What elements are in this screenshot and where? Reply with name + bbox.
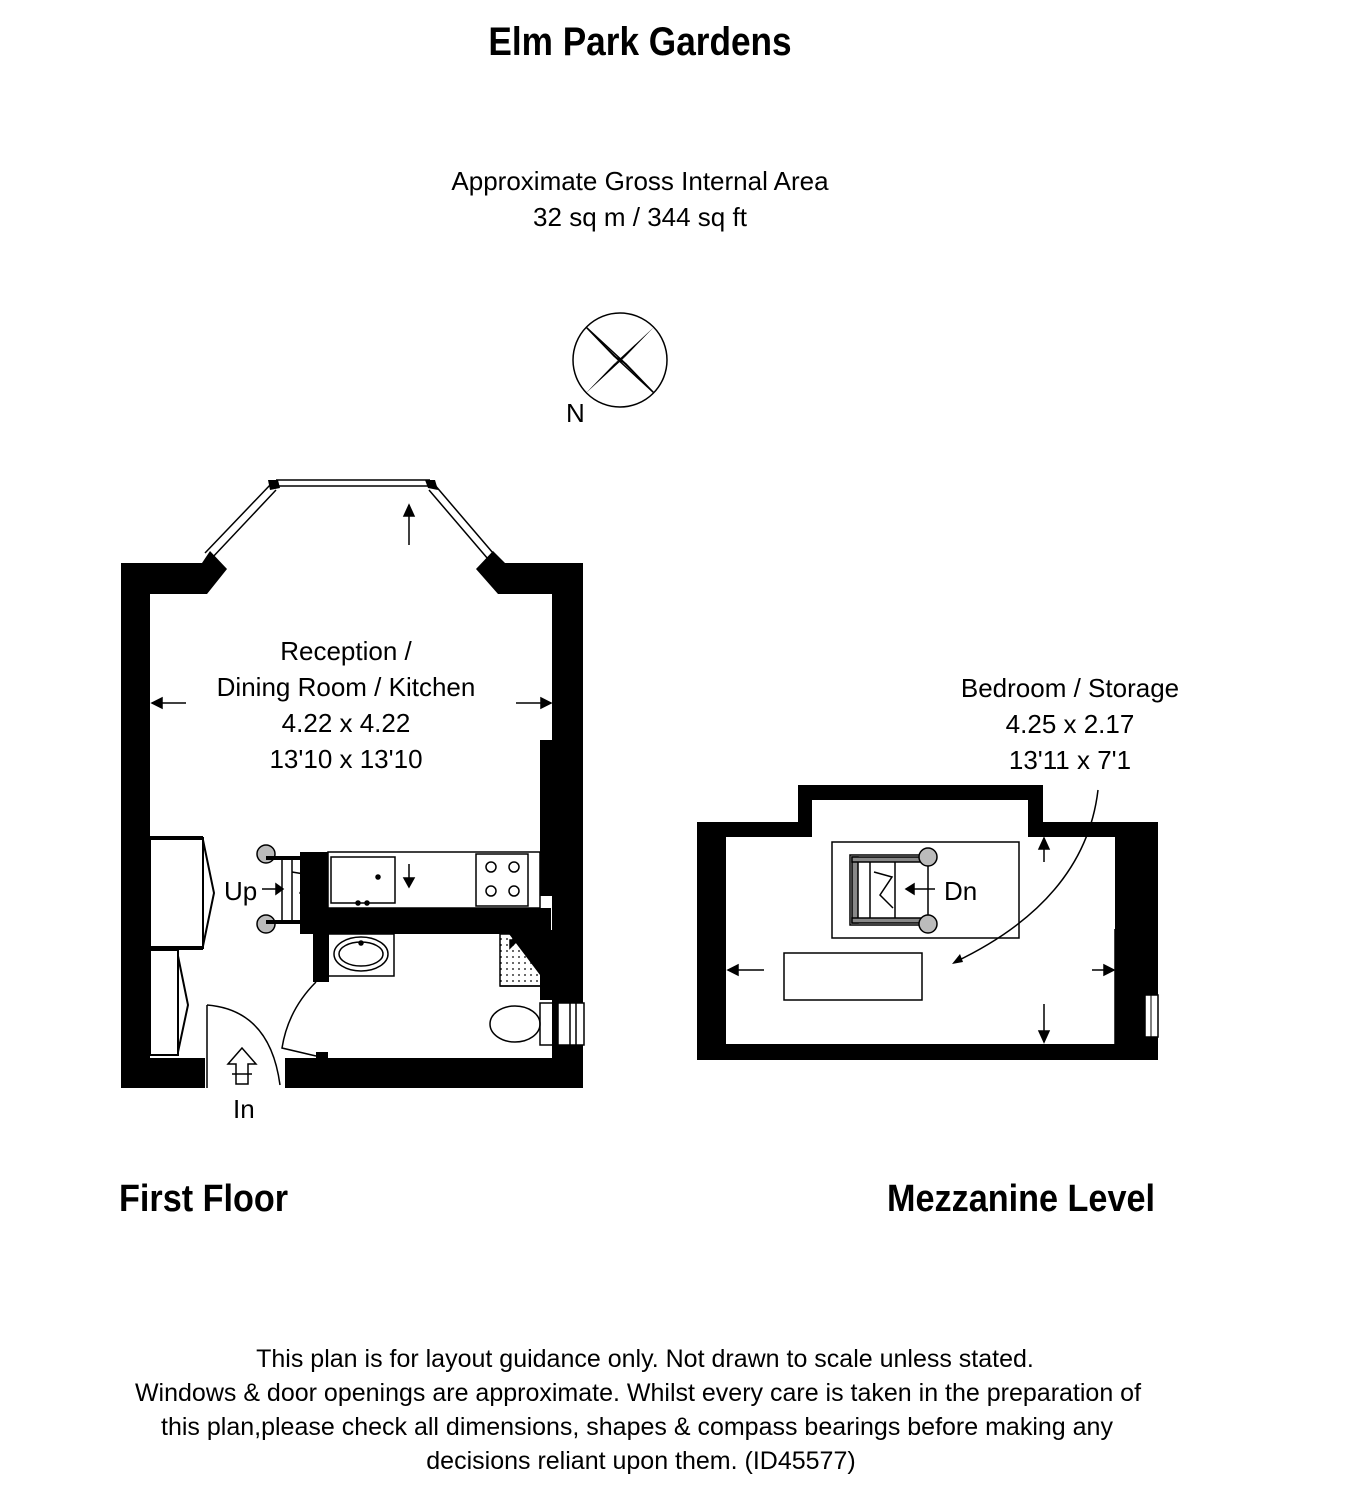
gross-area-label: Approximate Gross Internal Area	[451, 166, 829, 196]
compass-north-label: N	[566, 398, 585, 428]
bedroom-room-label	[940, 670, 1200, 778]
mezzanine-plan	[697, 785, 1158, 1060]
room-metric: 4.22 x 4.22	[281, 708, 411, 738]
first-floor-heading: First Floor	[119, 1178, 289, 1220]
plan-title: Elm Park Gardens	[488, 20, 792, 64]
first-floor-plan	[121, 480, 584, 1088]
disclaimer-line4: decisions reliant upon them. (ID45577)	[426, 1447, 856, 1475]
room-name-line1: Reception /	[280, 636, 412, 666]
disclaimer-line3: this plan,please check all dimensions, shapes & compass bearings before making any	[161, 1413, 1113, 1441]
mezzanine-heading: Mezzanine Level	[887, 1178, 1155, 1220]
mezzanine-dimension-arrows	[728, 838, 1114, 1042]
stairs-down-label: Dn	[944, 876, 978, 906]
room-imperial: 13'10 x 13'10	[269, 744, 423, 774]
bay-window	[205, 480, 493, 559]
reception-room-label	[196, 633, 496, 777]
room-imperial: 13'11 x 7'1	[1008, 745, 1132, 775]
room-metric: 4.25 x 2.17	[1005, 709, 1135, 739]
disclaimer-line2: Windows & door openings are approximate. Whilst every care is taken in the preparation of	[134, 1379, 1142, 1407]
gross-area-value: 32 sq m / 344 sq ft	[533, 202, 747, 232]
entrance-door	[207, 1005, 280, 1088]
room-name-line2: Dining Room / Kitchen	[216, 672, 476, 702]
stairs-up-label: Up	[224, 876, 258, 906]
compass-rose-icon	[573, 313, 667, 407]
stairs-down	[832, 842, 1019, 938]
room-name-line1: Bedroom / Storage	[960, 673, 1180, 703]
entrance-label: In	[233, 1094, 255, 1124]
cupboard	[150, 838, 214, 1055]
disclaimer-line1: This plan is for layout guidance only. Not drawn to scale unless stated.	[256, 1345, 1034, 1373]
kitchen-worktop	[328, 852, 540, 908]
bed	[784, 953, 922, 1000]
